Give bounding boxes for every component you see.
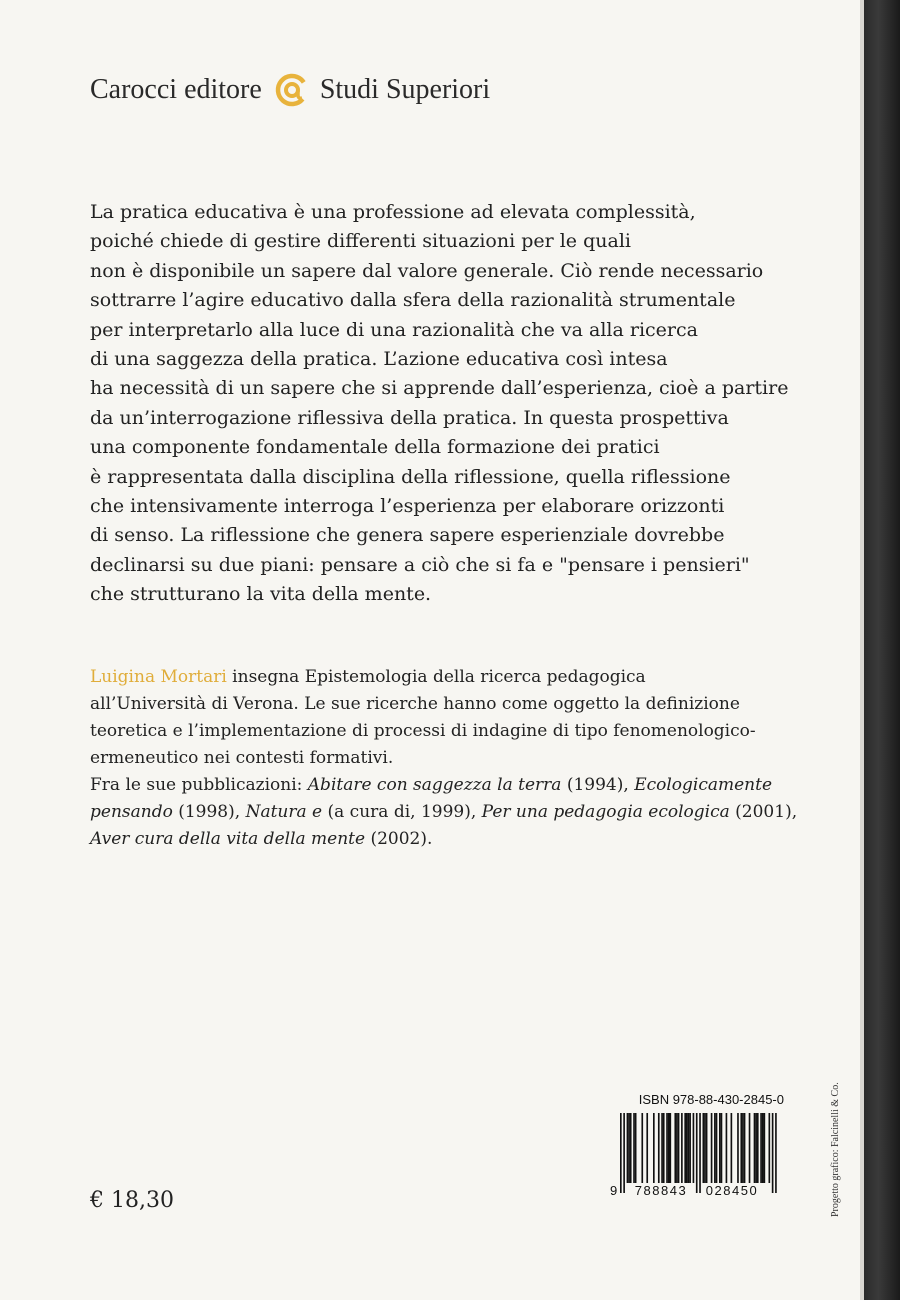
- barcode-bar: [744, 1113, 746, 1183]
- barcode-digits-left: 788843: [634, 1183, 688, 1197]
- barcode-bar: [641, 1113, 643, 1183]
- description-line: per interpretarlo alla luce di una razionalità che va alla ricerca: [90, 318, 698, 341]
- publisher-name: Carocci editore: [90, 74, 262, 105]
- barcode-bar: [749, 1113, 751, 1183]
- publication-title: Per una pedagogia ecologica: [481, 802, 730, 822]
- barcode-bar: [670, 1113, 672, 1183]
- description-line: da un’interrogazione riflessiva della pratica. In questa prospettiva: [90, 406, 729, 429]
- barcode-bar: [635, 1113, 637, 1183]
- description-line: che strutturano la vita della mente.: [90, 583, 432, 606]
- barcode-bar: [755, 1113, 757, 1183]
- publications-line: [90, 772, 810, 799]
- barcode-bar: [703, 1113, 705, 1183]
- barcode-bar: [772, 1113, 774, 1193]
- barcode-bar: [653, 1113, 655, 1183]
- barcode-bar: [711, 1113, 713, 1183]
- barcode-bar: [704, 1113, 706, 1183]
- barcode-digits-right: 028450: [705, 1183, 759, 1197]
- barcode-bar: [676, 1113, 678, 1183]
- barcode-bar: [696, 1113, 698, 1193]
- description-line: sottrarre l’agire educativo dalla sfera della razionalità strumentale: [90, 289, 736, 312]
- book-description: [90, 198, 810, 610]
- description-line: è rappresentata dalla disciplina della riflessione, quella riflessione: [90, 465, 731, 488]
- barcode-bar: [630, 1113, 632, 1183]
- publication-year: (a cura di, 1999),: [322, 802, 482, 822]
- barcode-bar: [740, 1113, 742, 1183]
- bio-line: [90, 664, 810, 691]
- barcode-bar: [627, 1113, 629, 1183]
- description-line: di una saggezza della pratica. L’azione educativa così intesa: [90, 348, 668, 371]
- barcode-bar: [674, 1113, 676, 1183]
- barcode-digit-first: 9: [610, 1183, 618, 1197]
- barcode-bar: [699, 1113, 701, 1193]
- barcode-bar: [693, 1113, 695, 1183]
- series-name: Studi Superiori: [319, 74, 491, 105]
- publication-title: Ecologicamente: [634, 775, 773, 795]
- description-line: che intensivamente interroga l’esperienza per elaborare orizzonti: [90, 495, 725, 518]
- isbn-label: ISBN 978-88-430-2845-0: [638, 1092, 784, 1107]
- publication-year: (2002).: [365, 829, 433, 849]
- barcode-bar: [666, 1113, 668, 1183]
- barcode-bar: [663, 1113, 665, 1183]
- barcode-bar: [684, 1113, 686, 1183]
- description-line: declinarsi su due piani: pensare a ciò che si fa e "pensare i pensieri": [90, 553, 750, 576]
- publication-title: pensando: [90, 802, 173, 822]
- publications-line: [90, 826, 810, 853]
- author-bio: [90, 664, 810, 853]
- design-credit: Progetto grafico: Falcinelli & Co.: [830, 1082, 841, 1217]
- barcode-bar: [678, 1113, 680, 1183]
- barcode-bar: [737, 1113, 739, 1183]
- barcode-bar: [633, 1113, 635, 1183]
- barcode-bar: [714, 1113, 716, 1183]
- author-name: Luigina Mortari: [90, 667, 227, 687]
- barcode-bar: [754, 1113, 756, 1183]
- bio-text: insegna Epistemologia della ricerca pedagogica: [226, 667, 646, 687]
- barcode-bar: [686, 1113, 688, 1183]
- barcode-bar: [742, 1113, 744, 1183]
- barcode-bar: [658, 1113, 660, 1183]
- description-line: non è disponibile un sapere dal valore generale. Ciò rende necessario: [90, 259, 764, 282]
- publications-intro: Fra le sue pubblicazioni:: [90, 775, 308, 795]
- publications-line: [90, 799, 810, 826]
- barcode-bar: [623, 1113, 625, 1193]
- description-line: una componente fondamentale della formazione dei pratici: [90, 436, 660, 459]
- barcode-bar: [721, 1113, 723, 1183]
- spine-shadow: [864, 0, 900, 1300]
- barcode-bar: [764, 1113, 766, 1183]
- barcode-bar: [719, 1113, 721, 1183]
- price: € 18,30: [90, 1188, 174, 1213]
- barcode-bar: [716, 1113, 718, 1183]
- bio-line: teoretica e l’implementazione di processi di indagine di tipo fenomenologico-: [90, 721, 756, 741]
- barcode-bar: [760, 1113, 762, 1183]
- publication-title: Abitare con saggezza la terra: [307, 775, 562, 795]
- barcode-bar: [762, 1113, 764, 1183]
- barcode-bar: [726, 1113, 728, 1183]
- description-line: La pratica educativa è una professione ad elevata complessità,: [90, 201, 696, 223]
- barcode-bar: [731, 1113, 733, 1183]
- barcode-bar: [688, 1113, 690, 1183]
- publisher-header: [90, 70, 490, 110]
- description-line: ha necessità di un sapere che si apprende dall’esperienza, cioè a partire: [90, 377, 789, 400]
- publication-title: Natura e: [245, 802, 323, 822]
- barcode-bar: [620, 1113, 622, 1193]
- publication-title: Aver cura della vita della mente: [90, 829, 366, 849]
- bio-line: ermeneutico nei contesti formativi.: [90, 748, 394, 768]
- barcode-bar: [706, 1113, 708, 1183]
- barcode-bar: [775, 1113, 777, 1193]
- publication-year: (1998),: [172, 802, 246, 822]
- bio-line: all’Università di Verona. Le sue ricerche hanno come oggetto la definizione: [90, 694, 740, 714]
- publication-year: (2001),: [729, 802, 798, 822]
- barcode-bar: [646, 1113, 648, 1183]
- barcode: [606, 1111, 786, 1197]
- barcode-bar: [769, 1113, 771, 1183]
- at-sign-logo-icon: [274, 72, 310, 108]
- barcode-bar: [628, 1113, 630, 1183]
- description-line: di senso. La riflessione che genera sapere esperienziale dovrebbe: [90, 524, 725, 547]
- publication-year: (1994),: [561, 775, 635, 795]
- barcode-bar: [661, 1113, 663, 1183]
- barcode-bar: [668, 1113, 670, 1183]
- description-line: poiché chiede di gestire differenti situazioni per le quali: [90, 230, 631, 253]
- isbn-block: [606, 1092, 786, 1197]
- barcode-bar: [757, 1113, 759, 1183]
- barcode-bar: [681, 1113, 683, 1183]
- barcode-bar: [689, 1113, 691, 1183]
